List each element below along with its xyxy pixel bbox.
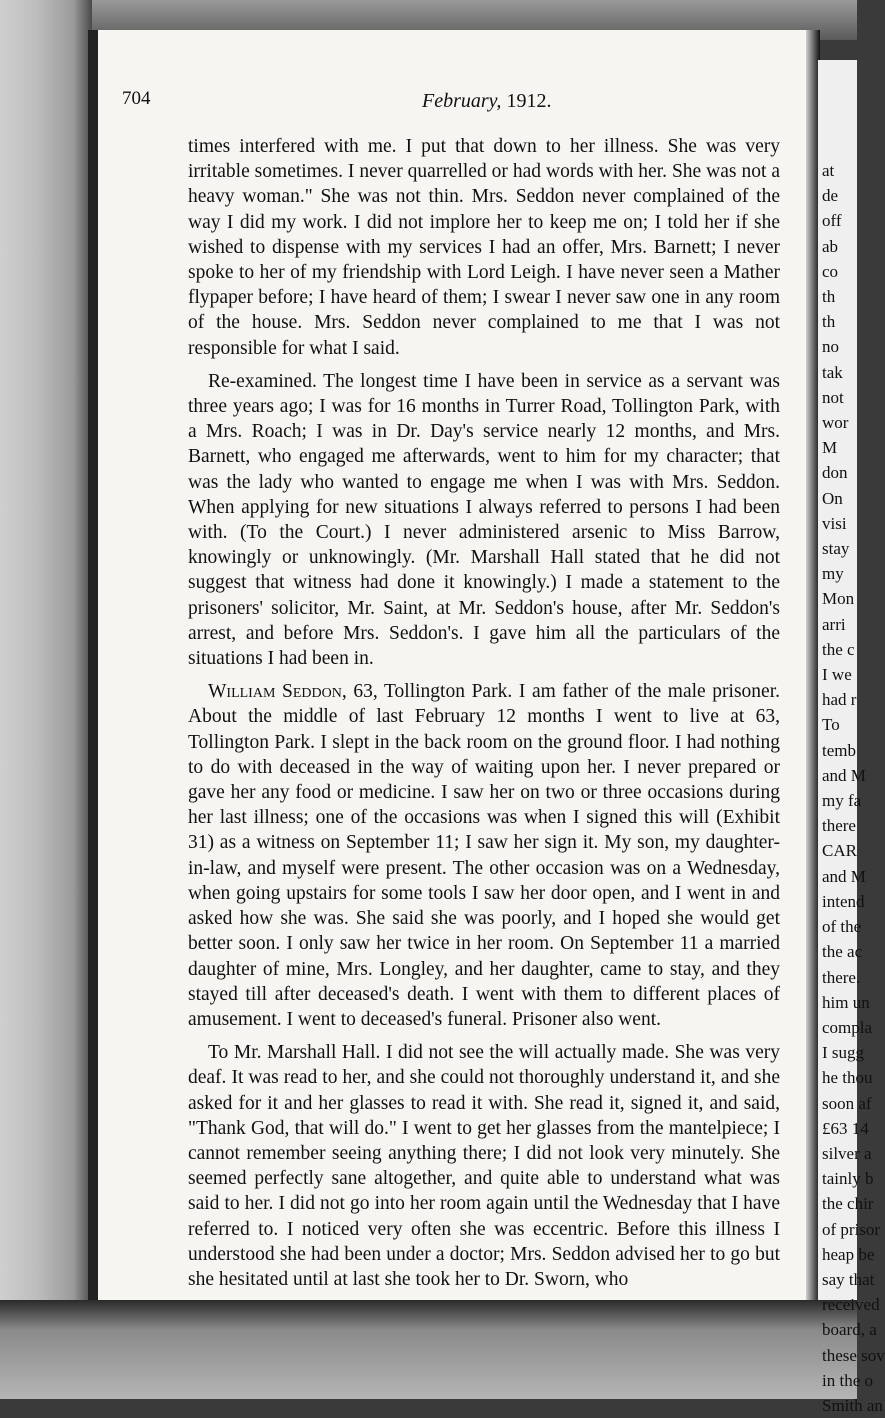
adjacent-page-fragment: I we bbox=[822, 665, 852, 685]
adjacent-page-fragment: off bbox=[822, 211, 842, 231]
scan-background-left bbox=[0, 0, 92, 1399]
adjacent-page-fragment: and M bbox=[822, 866, 866, 886]
adjacent-page-fragment: intend bbox=[822, 891, 865, 911]
adjacent-page-fragment: CAR bbox=[822, 841, 857, 861]
witness-name: William Seddon bbox=[208, 681, 342, 703]
adjacent-page-fragment: not bbox=[822, 387, 844, 407]
paragraph-re-examined: Re-examined. The longest time I have been in service as a servant was three years ago; I was for 16 months in Turrer Road, Tollington Park, with a Mrs. Roach; I was in Dr. Day's service nearly 12 months, and Mrs. Barnett, who engaged me afterwards, went to him for my character; that was the lady who wanted to engage me when I was with Mrs. Seddon. When applying for new situations I always referred to persons I had been with. (To the Court.) I never administered arsenic to Miss Barrow, knowingly or unknowingly. (Mr. Marshall Hall stated that he did not suggest that witness had done it knowingly.) I made a statement to the prisoners' solicitor, Mr. Saint, at Mr. Seddon's house, after Mr. Seddon's arrest, and before Mrs. Seddon's. I gave him all the particulars of the situations I had been in. bbox=[188, 370, 780, 670]
adjacent-page-fragment: the chir bbox=[822, 1194, 874, 1214]
adjacent-page-fragment: of the bbox=[822, 917, 862, 937]
adjacent-page-fragment: tainly b bbox=[822, 1169, 874, 1189]
adjacent-page-fragment: wor bbox=[822, 413, 849, 433]
adjacent-page-fragment: the ac bbox=[822, 942, 863, 962]
adjacent-page-fragment: had r bbox=[822, 690, 857, 710]
adjacent-page-fragment: there bbox=[822, 816, 856, 836]
running-head-year: 1912. bbox=[506, 90, 552, 112]
adjacent-page-fragment: he thou bbox=[822, 1068, 873, 1088]
adjacent-page-fragment: temb bbox=[822, 740, 856, 760]
adjacent-page-fragment: soon af bbox=[822, 1093, 872, 1113]
paragraph-cross-examination-end: times interfered with me. I put that down to her illness. She was very irritable sometimes. I never quarrelled or had words with her. She was not a heavy woman." She was not thin. Mrs. Seddon never complained of the way I did my work. I did not implore her to keep me on; I told her if she wished to dispense with my services I had an offer, Mrs. Barnett; I never spoke to her of my friendship with Lord Leigh. I have never seen a Mather flypaper before; I have heard of them; I swear I never saw one in any room of the house. Mrs. Seddon never complained to me that I was not responsible for what I said. bbox=[188, 136, 780, 359]
adjacent-page-fragment: there. bbox=[822, 967, 861, 987]
paragraph-william-seddon bbox=[188, 679, 780, 1032]
adjacent-page-fragment: I sugg bbox=[822, 1043, 865, 1063]
adjacent-page-fragment: the c bbox=[822, 639, 855, 659]
adjacent-page-fragment: co bbox=[822, 261, 839, 281]
running-head bbox=[422, 90, 551, 113]
adjacent-page-fragment: £63 14 bbox=[822, 1118, 869, 1138]
adjacent-page-fragment: visi bbox=[822, 513, 847, 533]
adjacent-page-fragment: de bbox=[822, 186, 839, 206]
adjacent-page-fragment: these sov bbox=[822, 1345, 885, 1365]
page-number: 704 bbox=[122, 88, 151, 109]
paragraph-to-mr-marshall-hall: To Mr. Marshall Hall. I did not see the will actually made. She was very deaf. It was read to her, and she could not thoroughly understand it, and she asked for it and her glasses to read it with. She read it, signed it, and said, "Thank God, that will do." I went to get her glasses from the mantelpiece; I cannot remember seeing anything there; I did not look very minutely. She seemed perfectly sane altogether, and quite able to understand what was said to her. I did not go into her room again until the Wednesday that I have referred to. I noticed very often she was eccentric. Before this illness I understood she had been under a doctor; Mrs. Seddon advised her to go but she hesitated until at last she took her to Dr. Sworn, who bbox=[188, 1042, 780, 1290]
adjacent-page-fragment: Mon bbox=[822, 589, 855, 609]
adjacent-page-fragment: at bbox=[822, 161, 835, 180]
adjacent-page-fragment: heap be bbox=[822, 1244, 875, 1264]
adjacent-page-fragment: in the o bbox=[822, 1370, 873, 1390]
adjacent-page-fragment: th bbox=[822, 287, 836, 307]
adjacent-page-fragment: arri bbox=[822, 614, 846, 634]
adjacent-page-fragment: don bbox=[822, 463, 848, 483]
adjacent-page-fragment: On bbox=[822, 488, 843, 508]
adjacent-page-text bbox=[818, 60, 885, 1418]
adjacent-page-fragment: my fa bbox=[822, 791, 862, 811]
adjacent-page-fragment: compla bbox=[822, 1017, 873, 1037]
adjacent-page bbox=[818, 60, 885, 1415]
adjacent-page-fragment: received bbox=[822, 1295, 880, 1315]
adjacent-page-fragment: tak bbox=[822, 362, 843, 382]
adjacent-page-fragment: Smith an bbox=[822, 1395, 883, 1415]
page-header bbox=[122, 88, 572, 128]
adjacent-page-fragment: ab bbox=[822, 236, 839, 256]
adjacent-page-fragment: and M bbox=[822, 765, 866, 785]
adjacent-page-fragment: silver a bbox=[822, 1143, 872, 1163]
adjacent-page-fragment: no bbox=[822, 337, 839, 357]
page-body bbox=[188, 134, 780, 1300]
running-head-month: February, bbox=[422, 90, 502, 112]
adjacent-page-fragment: board, a bbox=[822, 1320, 877, 1340]
adjacent-page-fragment: my bbox=[822, 564, 844, 584]
adjacent-page-fragment: of prisor bbox=[822, 1219, 881, 1239]
witness-testimony: , 63, Tollington Park. I am father of the male prisoner. About the middle of last February 12 months I went to live at 63, Tollington Park. I slept in the back room on the ground floor. I had nothing to do with deceased in the way of waiting upon her. I never prepared or gave her any food or medicine. I saw her on two or three occasions during her last illness; one of the occasions was when I signed this will (Exhibit 31) as a witness on September 11; I saw her sign it. My son, my daughter-in-law, and myself were present. The other occasion was on a Wednesday, when going upstairs for some tools I saw her door open, and I went in and asked how she was. She said she was poorly, and I hoped she would get better soon. I only saw her twice in her room. On September 11 a married daughter of mine, Mrs. Longley, and her daughter, came to stay, and they stayed till after deceased's death. I went with them to different places of amusement. I went to deceased's funeral. Prisoner also went. bbox=[188, 681, 780, 1030]
adjacent-page-fragment: stay bbox=[822, 539, 850, 559]
adjacent-page-fragment: M bbox=[822, 438, 838, 458]
adjacent-page-fragment: th bbox=[822, 312, 836, 332]
adjacent-page-fragment: him un bbox=[822, 992, 870, 1012]
adjacent-page-fragment: say that bbox=[822, 1269, 875, 1289]
adjacent-page-fragment: To bbox=[822, 715, 840, 735]
